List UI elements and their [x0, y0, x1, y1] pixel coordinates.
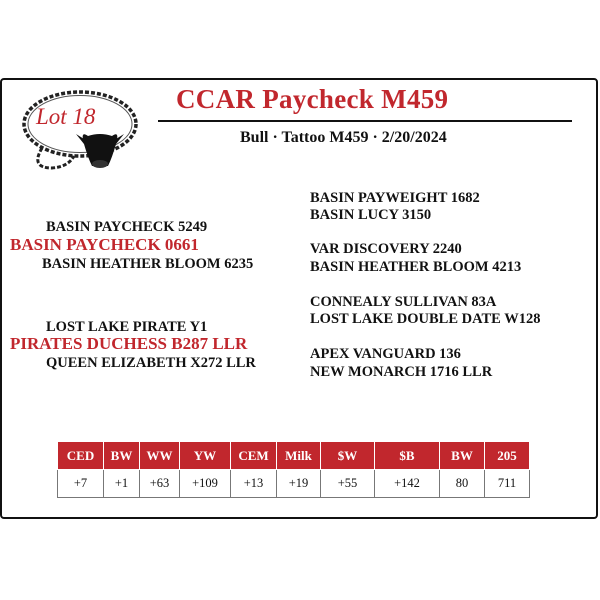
epd-header-ced: CED [58, 442, 104, 470]
pedigree-sd-sire: VAR DISCOVERY 2240 [310, 241, 462, 257]
epd-value-yw: +109 [180, 470, 231, 498]
epd-header-milk: Milk [277, 442, 321, 470]
page-title: CCAR Paycheck M459 [176, 84, 449, 114]
pedigree-dam-dam: QUEEN ELIZABETH X272 LLR [46, 355, 256, 371]
epd-value-row [58, 470, 530, 498]
epd-header-yw: YW [180, 442, 231, 470]
epd-value-actual-bw: 80 [440, 470, 485, 498]
pedigree-dam-sire: LOST LAKE PIRATE Y1 [46, 319, 208, 335]
pedigree-sire: BASIN PAYCHECK 0661 [10, 235, 199, 254]
epd-value-dollar-w: +55 [321, 470, 375, 498]
bull-head-icon [76, 134, 124, 168]
epd-value-milk: +19 [277, 470, 321, 498]
epd-header-cem: CEM [231, 442, 277, 470]
epd-header-bw: BW [104, 442, 140, 470]
pedigree-dam: PIRATES DUCHESS B287 LLR [10, 334, 248, 353]
epd-header-actual-bw: BW [440, 442, 485, 470]
pedigree-ds-dam: LOST LAKE DOUBLE DATE W128 [310, 311, 541, 327]
pedigree-ss-dam: BASIN LUCY 3150 [310, 207, 432, 223]
epd-value-cem: +13 [231, 470, 277, 498]
epd-value-ww: +63 [140, 470, 180, 498]
epd-value-ced: +7 [58, 470, 104, 498]
epd-header-dollar-b: $B [375, 442, 440, 470]
pedigree-sire-dam: BASIN HEATHER BLOOM 6235 [42, 256, 254, 272]
epd-value-bw: +1 [104, 470, 140, 498]
animal-info: Bull · Tattoo M459 · 2/20/2024 [240, 129, 447, 146]
pedigree-dd-dam: NEW MONARCH 1716 LLR [310, 364, 493, 380]
epd-header-dollar-w: $W [321, 442, 375, 470]
pedigree-dd-sire: APEX VANGUARD 136 [310, 346, 461, 362]
epd-header-ww: WW [140, 442, 180, 470]
lot-rope-logo [18, 84, 150, 176]
epd-header-row [58, 442, 530, 470]
pedigree-sd-dam: BASIN HEATHER BLOOM 4213 [310, 259, 522, 275]
epd-table [57, 441, 530, 498]
pedigree-ds-sire: CONNEALY SULLIVAN 83A [310, 294, 497, 310]
lot-number: Lot 18 [36, 104, 96, 129]
title-divider [158, 120, 572, 122]
pedigree-sire-sire: BASIN PAYCHECK 5249 [46, 219, 208, 235]
epd-value-dollar-b: +142 [375, 470, 440, 498]
epd-value-205: 711 [485, 470, 530, 498]
pedigree-ss-sire: BASIN PAYWEIGHT 1682 [310, 190, 480, 206]
epd-header-205: 205 [485, 442, 530, 470]
